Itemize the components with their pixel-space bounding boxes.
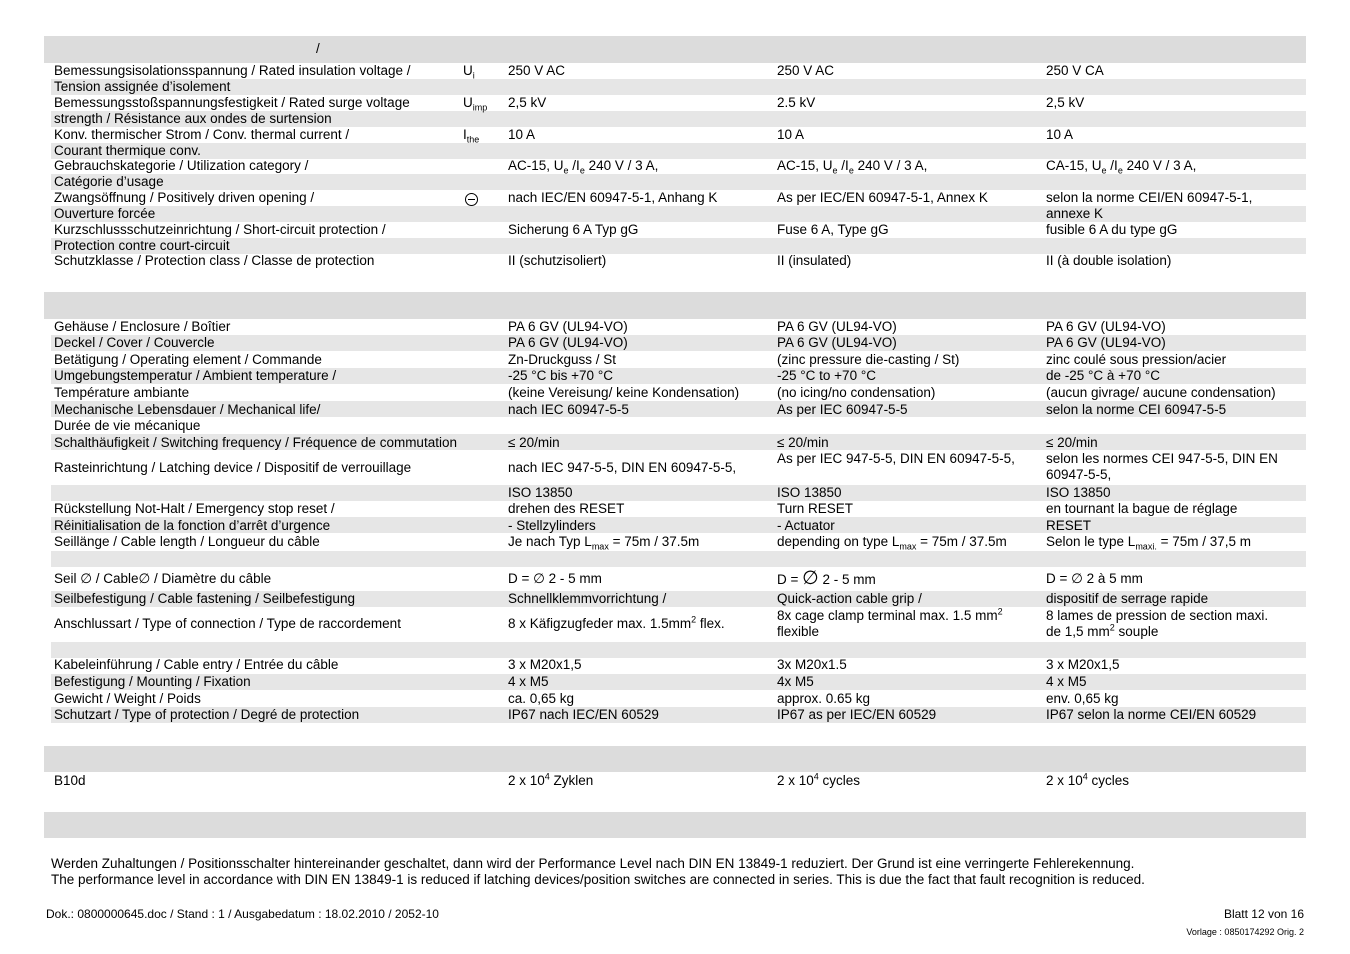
text: 240 V / 3 A, (1122, 158, 1197, 173)
value-de: Schnellklemmvorrichtung / (508, 591, 667, 606)
sub: max (899, 541, 917, 552)
value-en (777, 568, 876, 589)
value-de: II (schutzisoliert) (508, 253, 607, 268)
value-en (777, 773, 860, 789)
value-de: 10 A (508, 127, 536, 142)
text: Je nach Typ L (508, 534, 592, 549)
text: AC-15, U (777, 158, 833, 173)
value-fr: 2,5 kV (1046, 95, 1085, 110)
label-cable-fastening: Seilbefestigung / Cable fastening / Seilbefestigung (54, 591, 355, 606)
label-weight: Gewicht / Weight / Poids (54, 691, 201, 706)
text: = 75m / 37.5m (608, 534, 700, 549)
text: 2 x 10 (1046, 773, 1083, 788)
section-header-notes (44, 812, 1306, 838)
value-fr: selon la norme CEI/EN 60947-5-1, (1046, 190, 1253, 205)
value-fr: II (à double isolation) (1046, 253, 1172, 268)
value-en: PA 6 GV (UL94-VO) (777, 319, 897, 334)
text: 8x cage clamp terminal max. 1.5 mm (777, 608, 998, 623)
symbol-base: U (463, 95, 473, 110)
value-en: ≤ 20/min (777, 435, 829, 450)
value-fr: 3 x M20x1,5 (1046, 657, 1120, 672)
value-de: 250 V AC (508, 63, 566, 78)
value-fr: ≤ 20/min (1046, 435, 1098, 450)
label-cover: Deckel / Cover / Couvercle (54, 335, 215, 350)
value-fr: de -25 °C à +70 °C (1046, 368, 1160, 383)
value-en: Quick-action cable grip / (777, 591, 922, 606)
text: /I (568, 158, 580, 173)
text: = 75m / 37.5m (916, 534, 1007, 549)
text: 240 V / 3 A, (584, 158, 659, 173)
row-stripe (51, 551, 1306, 567)
value-en: 10 A (777, 127, 805, 142)
label-insulation-voltage-fr: Tension assignée d’isolement (54, 79, 231, 94)
value-en: -25 °C to +70 °C (777, 368, 876, 383)
symbol-base: I (463, 127, 467, 142)
sub: e (579, 165, 585, 176)
value-fr (1046, 534, 1251, 550)
label-ambient-temp: Umgebungstemperatur / Ambient temperature / (54, 368, 337, 383)
value-fr: zinc coulé sous pression/acier (1046, 352, 1227, 367)
value-en: PA 6 GV (UL94-VO) (777, 335, 897, 350)
symbol-uimp (463, 95, 487, 111)
sub: max (591, 541, 609, 552)
value-de: D = ∅ 2 - 5 mm (508, 571, 602, 586)
label-cable-diameter: Seil ∅ / Cable∅ / Diamètre du câble (54, 571, 272, 586)
label-surge-voltage: Bemessungsstoßspannungsfestigkeit / Rated surge voltage (54, 95, 410, 110)
value-fr: 8 lames de pression de section maxi. (1046, 608, 1269, 623)
label-surge-voltage-2: strength / Résistance aux ondes de surtension (54, 111, 332, 126)
value-en-line2: - Actuator (777, 518, 835, 533)
note-en: The performance level in accordance with DIN EN 13849-1 is reduced if latching devices/position switches are connected in series. This is due the fact that fault recognition is reduced. (51, 872, 1145, 887)
footer-doc-info: Dok.: 0800000645.doc / Stand : 1 / Ausgabedatum : 18.02.2010 / 2052-10 (46, 907, 439, 921)
text: /I (1106, 158, 1118, 173)
text: Selon le type L (1046, 534, 1136, 549)
value-de-line2: - Stellzylinders (508, 518, 596, 533)
section-header-electrical (44, 36, 1306, 63)
text: de 1,5 mm (1046, 624, 1110, 639)
sub: e (848, 165, 854, 176)
value-de: ≤ 20/min (508, 435, 560, 450)
value-en: As per IEC 947-5-5, DIN EN 60947-5-5, (777, 451, 1015, 466)
label-connection-type: Anschlussart / Type of connection / Type de raccordement (54, 616, 401, 631)
text: souple (1114, 624, 1159, 639)
row-stripe (51, 206, 1306, 222)
value-en: As per IEC 60947-5-5 (777, 402, 908, 417)
row-stripe (51, 238, 1306, 254)
label-short-circuit-fr: Protection contre court-circuit (54, 238, 230, 253)
sup: 4 (1082, 771, 1088, 782)
value-en: (zinc pressure die-casting / St) (777, 352, 960, 367)
sub: e (1101, 165, 1107, 176)
label-emergency-reset: Rückstellung Not-Halt / Emergency stop reset / (54, 501, 335, 516)
label-utilization-category: Gebrauchskategorie / Utilization category / (54, 158, 309, 173)
value-en: 4x M5 (777, 674, 814, 689)
text: /I (837, 158, 849, 173)
sup: 4 (544, 771, 550, 782)
value-de: Sicherung 6 A Typ gG (508, 222, 639, 237)
row-stripe (51, 174, 1306, 190)
positive-opening-icon (465, 193, 478, 206)
symbol-ui (463, 63, 475, 79)
label-thermal-current-fr: Courant thermique conv. (54, 143, 201, 158)
value-fr: IP67 selon la norme CEI/EN 60529 (1046, 707, 1257, 722)
text: AC-15, U (508, 158, 564, 173)
value-fr: selon la norme CEI 60947-5-5 (1046, 402, 1227, 417)
value-de: 3 x M20x1,5 (508, 657, 582, 672)
text: depending on type L (777, 534, 900, 549)
value-fr: 4 x M5 (1046, 674, 1087, 689)
value-de (508, 773, 593, 789)
label-mounting: Befestigung / Mounting / Fixation (54, 674, 251, 689)
value-de (508, 616, 725, 632)
symbol-sub: imp (472, 102, 488, 113)
label-mechanical-life: Mechanische Lebensdauer / Mechanical life/ (54, 402, 321, 417)
section-header-safety (44, 746, 1306, 772)
value-fr: en tournant la bague de réglage (1046, 501, 1238, 516)
value-en-line2: ISO 13850 (777, 485, 842, 500)
value-de-line2: (keine Vereisung/ keine Kondensation) (508, 385, 740, 400)
value-en: 2.5 kV (777, 95, 816, 110)
value-fr: PA 6 GV (UL94-VO) (1046, 319, 1166, 334)
value-de: IP67 nach IEC/EN 60529 (508, 707, 659, 722)
section-title: / (316, 41, 320, 56)
value-en (777, 158, 927, 174)
label-insulation-voltage: Bemessungsisolationsspannung / Rated insulation voltage / (54, 63, 411, 78)
sup: 2 (997, 606, 1003, 617)
value-fr-line2: RESET (1046, 518, 1092, 533)
value-en: II (insulated) (777, 253, 852, 268)
value-fr: selon les normes CEI 947-5-5, DIN EN 60947-5-5, (1046, 451, 1278, 482)
value-fr: 250 V CA (1046, 63, 1104, 78)
value-fr: PA 6 GV (UL94-VO) (1046, 335, 1166, 350)
value-de: ca. 0,65 kg (508, 691, 575, 706)
label-switching-frequency: Schalthäufigkeit / Switching frequency / Fréquence de commutation (54, 435, 457, 450)
row-stripe (51, 79, 1306, 95)
row-stripe (51, 485, 1306, 501)
symbol-sub: the (466, 134, 480, 145)
label-mechanical-life-fr: Durée de vie mécanique (54, 418, 201, 433)
value-de: drehen des RESET (508, 501, 625, 516)
text: 240 V / 3 A, (853, 158, 928, 173)
value-fr: 10 A (1046, 127, 1074, 142)
symbol-sub: i (472, 70, 475, 81)
value-fr-line2: (aucun givrage/ aucune condensation) (1046, 385, 1276, 400)
sub: maxi. (1135, 541, 1157, 552)
symbol-ithe (463, 127, 479, 143)
sup: 2 (691, 614, 697, 625)
value-fr-line2: ISO 13850 (1046, 485, 1111, 500)
note-de: Werden Zuhaltungen / Positionsschalter hintereinander geschaltet, dann wird der Performance Level nach DIN EN 13849-1 reduziert. Der Grund ist eine verringerte Fehlerekennung. (51, 856, 1135, 871)
text: 2 x 10 (508, 773, 545, 788)
value-de-line2: ISO 13850 (508, 485, 573, 500)
value-fr: dispositif de serrage rapide (1046, 591, 1209, 606)
symbol-base: U (463, 63, 473, 78)
text: cycles (1087, 773, 1130, 788)
text: D = (777, 572, 803, 587)
section-header-mechanical (44, 292, 1306, 319)
text: 8 x Käfigzugfeder max. 1.5mm (508, 616, 692, 631)
text: flex. (696, 616, 725, 631)
label-cable-length: Seillänge / Cable length / Longueur du câble (54, 534, 320, 549)
value-en: Fuse 6 A, Type gG (777, 222, 889, 237)
value-de: -25 °C bis +70 °C (508, 368, 613, 383)
value-en-line2: (no icing/no condensation) (777, 385, 936, 400)
value-fr (1046, 158, 1196, 174)
value-en: 3x M20x1.5 (777, 657, 847, 672)
value-en (777, 534, 1007, 550)
row-stripe (51, 143, 1306, 159)
value-fr-line2: annexe K (1046, 206, 1104, 221)
footer-template: Vorlage : 0850174292 Orig. 2 (1186, 927, 1304, 937)
label-short-circuit: Kurzschlussschutzeinrichtung / Short-circuit protection / (54, 222, 386, 237)
value-de (508, 158, 658, 174)
text: 2 - 5 mm (818, 572, 876, 587)
value-en: As per IEC/EN 60947-5-1, Annex K (777, 190, 988, 205)
label-positive-opening: Zwangsöffnung / Positively driven opening / (54, 190, 315, 205)
value-fr: env. 0,65 kg (1046, 691, 1119, 706)
value-fr: D = ∅ 2 à 5 mm (1046, 571, 1143, 586)
label-positive-opening-fr: Ouverture forcée (54, 206, 156, 221)
row-stripe (51, 642, 1306, 658)
label-ambient-temp-fr: Température ambiante (54, 385, 190, 400)
value-fr-line2 (1046, 624, 1158, 640)
value-en (777, 608, 1003, 624)
label-housing: Gehäuse / Enclosure / Boîtier (54, 319, 231, 334)
text: cycles (818, 773, 861, 788)
value-de: nach IEC 60947-5-5 (508, 402, 629, 417)
label-actuator: Betätigung / Operating element / Commande (54, 352, 322, 367)
value-en-line2: flexible (777, 624, 820, 639)
value-en: Turn RESET (777, 501, 854, 516)
sup: 4 (813, 771, 819, 782)
value-de: nach IEC/EN 60947-5-1, Anhang K (508, 190, 718, 205)
sub: e (832, 165, 838, 176)
diameter-icon: ∅ (802, 568, 819, 589)
label-cable-entry: Kabeleinführung / Cable entry / Entrée du câble (54, 657, 339, 672)
sub: e (1117, 165, 1123, 176)
label-b10d: B10d (54, 773, 86, 788)
value-de (508, 534, 699, 550)
value-de: PA 6 GV (UL94-VO) (508, 319, 628, 334)
label-protection-type: Schutzart / Type of protection / Degré de protection (54, 707, 360, 722)
value-en: 250 V AC (777, 63, 835, 78)
sup: 2 (1109, 622, 1115, 633)
text: Zyklen (549, 773, 594, 788)
text: = 75m / 37,5 m (1156, 534, 1251, 549)
value-de: nach IEC 947-5-5, DIN EN 60947-5-5, (508, 460, 737, 475)
label-protection-class: Schutzklasse / Protection class / Classe de protection (54, 253, 375, 268)
text: 2 x 10 (777, 773, 814, 788)
value-de: Zn-Druckguss / St (508, 352, 617, 367)
sub: e (563, 165, 569, 176)
text: CA-15, U (1046, 158, 1102, 173)
label-thermal-current: Konv. thermischer Strom / Conv. thermal current / (54, 127, 350, 142)
value-en: approx. 0.65 kg (777, 691, 871, 706)
label-latching-device: Rasteinrichtung / Latching device / Dispositif de verrouillage (54, 460, 412, 475)
value-de: 4 x M5 (508, 674, 549, 689)
value-de: 2,5 kV (508, 95, 547, 110)
label-emergency-reset-fr: Réinitialisation de la fonction d’arrêt d’urgence (54, 518, 331, 533)
value-en: IP67 as per IEC/EN 60529 (777, 707, 937, 722)
value-fr: fusible 6 A du type gG (1046, 222, 1178, 237)
footer-page-number: Blatt 12 von 16 (1223, 907, 1304, 921)
value-fr (1046, 773, 1129, 789)
label-utilization-category-fr: Catégorie d’usage (54, 174, 164, 189)
value-de: PA 6 GV (UL94-VO) (508, 335, 628, 350)
